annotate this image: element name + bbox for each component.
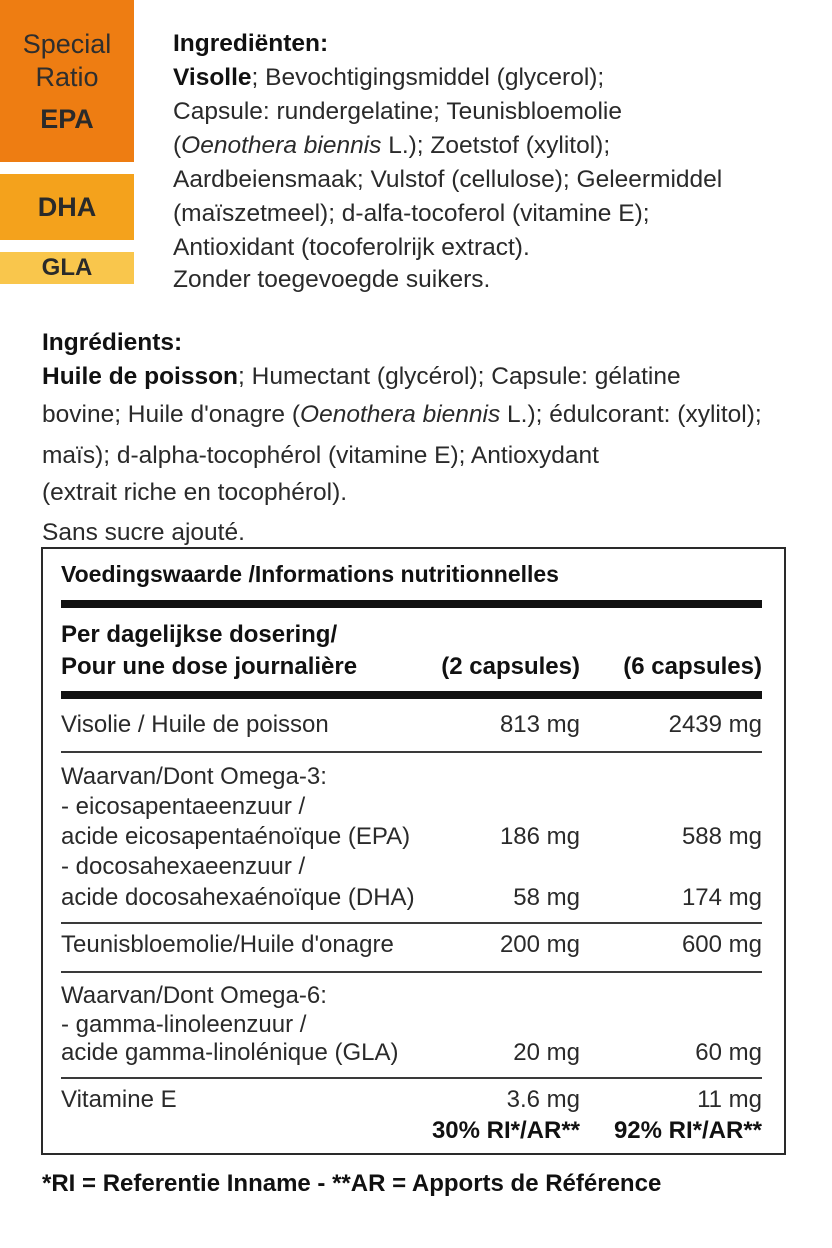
- row-label: Waarvan/Dont Omega-6:: [61, 982, 327, 1009]
- line-text: L.); édulcorant: (xylitol);: [500, 401, 762, 428]
- col-6-capsules-header: (6 capsules): [623, 653, 762, 680]
- row-label: Waarvan/Dont Omega-3:: [61, 763, 327, 790]
- row-label: - eicosapentaeenzuur /: [61, 793, 306, 820]
- fish-oil-bold: Huile de poisson: [42, 363, 239, 390]
- value-6-capsules: 2439 mg: [668, 711, 762, 738]
- ingredients-nl-line: [173, 129, 722, 163]
- line-text: L.); Zoetstof (xylitol);: [381, 132, 611, 159]
- value-6-capsules: 60 mg: [695, 1039, 762, 1066]
- line-text: ; Bevochtigingsmiddel (glycerol);: [251, 64, 605, 91]
- ingredients-nl-line: Aardbeiensmaak; Vulstof (cellulose); Geleermiddel: [173, 166, 723, 193]
- value-2-capsules: 200 mg: [499, 931, 580, 958]
- dha-tag: [0, 174, 134, 240]
- ingredients-fr-line: maïs); d-alpha-tocophérol (vitamine E); Antioxydant: [42, 442, 599, 469]
- row-label: Visolie / Huile de poisson: [61, 711, 329, 738]
- no-sugar-fr: Sans sucre ajouté.: [42, 519, 245, 546]
- ingredients-fr-line: [42, 360, 762, 394]
- table-row: [61, 1084, 762, 1116]
- table-row: [61, 709, 762, 741]
- gla-tag: [0, 252, 134, 284]
- table-row: [61, 851, 762, 883]
- ingredients-fr: [42, 326, 762, 550]
- value-2-capsules: 813 mg: [499, 711, 580, 738]
- line-text: (: [173, 132, 182, 159]
- table-row: [61, 761, 762, 793]
- ingredients-nl-line: [173, 61, 722, 95]
- row-label: acide eicosapentaénoïque (EPA): [61, 823, 411, 850]
- table-row: [61, 980, 762, 1012]
- value-2-capsules: 3.6 mg: [506, 1086, 580, 1113]
- col-2-capsules-header: (2 capsules): [441, 653, 580, 680]
- row-divider: [61, 751, 762, 753]
- per-dose-header: [61, 619, 762, 651]
- footnote: *RI = Referentie Inname - **AR = Apports de Référence: [42, 1170, 662, 1197]
- value-2-capsules: 186 mg: [499, 823, 580, 850]
- table-row-ri: [61, 1115, 762, 1147]
- nutrition-title: Voedingswaarde /Informations nutritionnelles: [61, 561, 559, 587]
- ingredients-nl: [173, 27, 722, 265]
- value-6-capsules: 600 mg: [681, 931, 762, 958]
- value-6-capsules: 174 mg: [681, 884, 762, 911]
- no-sugar-nl: Zonder toegevoegde suikers.: [173, 266, 491, 293]
- ingredients-nl-line: Antioxidant (tocoferolrijk extract).: [173, 234, 530, 261]
- ingredients-fr-heading: Ingrédients:: [42, 329, 183, 356]
- nutrition-table: [41, 547, 786, 1155]
- ri-6-capsules: 92% RI*/AR**: [613, 1117, 762, 1144]
- row-label: - docosahexaeenzuur /: [61, 853, 306, 880]
- ingredients-fr-line: [42, 394, 762, 436]
- epa-ratio-tag: [0, 0, 134, 162]
- table-row: [61, 882, 762, 914]
- ingredients-nl-heading: Ingrediënten:: [173, 30, 329, 57]
- tag-epa-label: EPA: [40, 103, 94, 134]
- row-label: acide docosahexaénoïque (DHA): [61, 884, 415, 911]
- line-text: ; Humectant (glycérol); Capsule: gélatine: [238, 363, 681, 390]
- per-dose-header-row: [61, 651, 762, 683]
- line-text: bovine; Huile d'onagre (: [42, 401, 301, 428]
- table-row: [61, 1037, 762, 1069]
- tag-gla-label: GLA: [41, 254, 93, 281]
- thick-divider: [61, 691, 762, 699]
- row-label: acide gamma-linolénique (GLA): [61, 1039, 399, 1066]
- tag-special-text: Special: [22, 28, 112, 59]
- table-row: [61, 929, 762, 961]
- row-divider: [61, 922, 762, 924]
- tag-dha-label: DHA: [37, 191, 97, 222]
- value-2-capsules: 58 mg: [513, 884, 580, 911]
- ingredients-nl-line: Capsule: rundergelatine; Teunisbloemolie: [173, 98, 623, 125]
- ingredients-fr-line: (extrait riche en tocophérol).: [42, 479, 348, 506]
- value-2-capsules: 20 mg: [513, 1039, 580, 1066]
- table-row: [61, 791, 762, 823]
- row-divider: [61, 1077, 762, 1079]
- latin-name: Oenothera biennis: [300, 401, 501, 428]
- row-label: Vitamine E: [61, 1086, 177, 1113]
- per-dose-line2: Pour une dose journalière: [61, 653, 358, 680]
- thick-divider: [61, 600, 762, 608]
- row-divider: [61, 971, 762, 973]
- row-label: Teunisbloemolie/Huile d'onagre: [61, 931, 394, 958]
- fish-oil-bold: Visolle: [173, 64, 252, 91]
- value-6-capsules: 11 mg: [697, 1086, 762, 1113]
- row-label: - gamma-linoleenzuur /: [61, 1011, 307, 1038]
- latin-name: Oenothera biennis: [181, 132, 382, 159]
- ingredients-nl-line: (maïszetmeel); d-alfa-tocoferol (vitamine E);: [173, 200, 650, 227]
- ri-2-capsules: 30% RI*/AR**: [431, 1117, 580, 1144]
- table-row: [61, 821, 762, 853]
- per-dose-line1: Per dagelijkse dosering/: [61, 621, 338, 648]
- tag-ratio-text: Ratio: [35, 61, 99, 92]
- value-6-capsules: 588 mg: [681, 823, 762, 850]
